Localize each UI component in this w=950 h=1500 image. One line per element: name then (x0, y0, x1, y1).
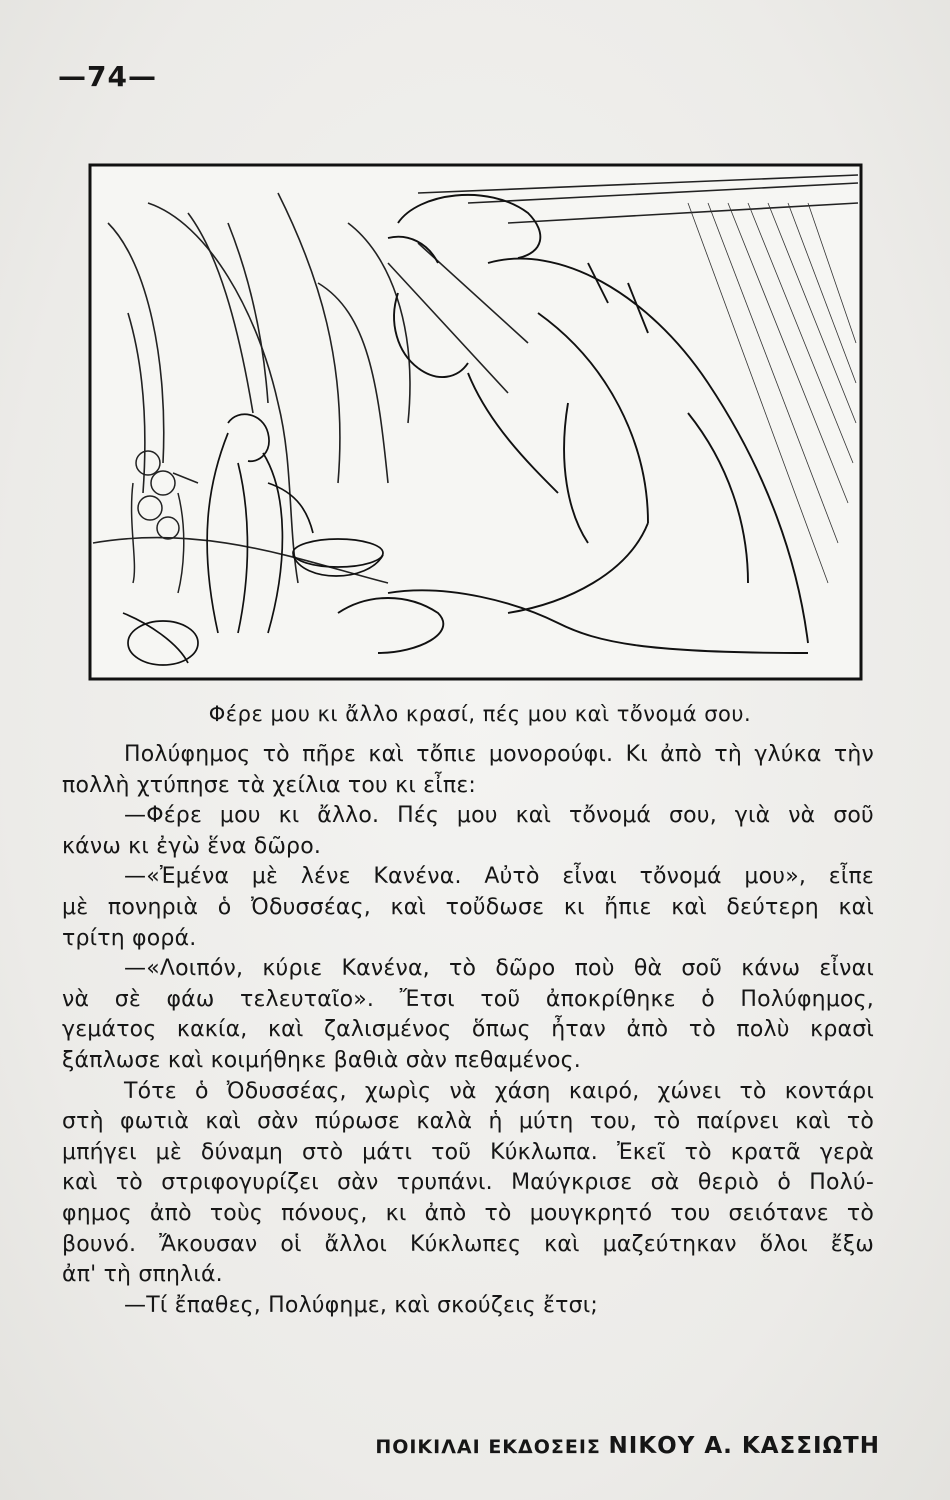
text-line: τρίτη φορά. (62, 925, 197, 951)
text-line: Πολύφημος τὸ πῆρε καὶ τὄπιε μονορούφι. Κι ἀπὸ τὴ γλύκα τὴν (124, 742, 874, 767)
text-line: γεμάτος κακία, καὶ ζαλισμένος ὅπως ἦταν ἀπὸ τὸ πολὺ κρασὶ (62, 1017, 874, 1043)
text-line: καὶ τὸ στριφογυρίζει σὰν τρυπάνι. Μαύγκρισε σὰ θεριὸ ὁ Πολύ- (62, 1170, 874, 1196)
text-line: μὲ πονηριὰ ὁ Ὀδυσσέας, καὶ τοὔδωσε κι ἤπιε καὶ δεύτερη καὶ (62, 894, 874, 920)
illustration-caption: Φέρε μου κι ἄλλο κρασί, πές μου καὶ τὄνομά σου. (208, 702, 752, 726)
illustration-polyphemus (88, 163, 863, 681)
text-line: —Τί ἔπαθες, Πολύφημε, καὶ σκούζεις ἔτσι; (124, 1292, 598, 1318)
text-line: Τότε ὁ Ὀδυσσέας, χωρὶς νὰ χάση καιρό, χώνει τὸ κοντάρι (124, 1078, 874, 1104)
text-line: —«Ἐμένα μὲ λένε Κανένα. Αὐτὸ εἶναι τὄνομά μου», εἶπε (124, 864, 874, 890)
publisher-footer (300, 1433, 880, 1459)
text-line: —«Λοιπόν, κύριε Κανένα, τὸ δῶρο ποὺ θὰ σοῦ κάνω εἶναι (124, 956, 874, 982)
text-line: φημος ἀπὸ τοὺς πόνους, κι ἀπὸ τὸ μουγκρητό του σειότανε τὸ (62, 1200, 874, 1226)
footer-publisher-name: ΝΙΚΟΥ Α. ΚΑΣΣΙΩΤΗ (608, 1433, 880, 1459)
text-line: στὴ φωτιὰ καὶ σὰν πύρωσε καλὰ ἡ μύτη του, τὸ παίρνει καὶ τὸ (62, 1109, 874, 1135)
text-line: ἀπ' τὴ σπηλιά. (62, 1262, 223, 1288)
text-line: βουνό. Ἄκουσαν οἱ ἄλλοι Κύκλωπες καὶ μαζεύτηκαν ὅλοι ἔξω (62, 1231, 874, 1257)
text-line: νὰ σὲ φάω τελευταῖο». Ἔτσι τοῦ ἀποκρίθηκε ὁ Πολύφημος, (62, 986, 874, 1012)
text-line: κάνω κι ἐγὼ ἕνα δῶρο. (62, 833, 322, 859)
page-number: —74— (58, 60, 157, 93)
footer-publisher-series: ΠΟΙΚΙΛΑΙ ΕΚΔΟΣΕΙΣ (375, 1436, 601, 1458)
text-line: πολλὴ χτύπησε τὰ χείλια του κι εἶπε: (62, 772, 477, 798)
text-line: ξάπλωσε καὶ κοιμήθηκε βαθιὰ σὰν πεθαμένος. (62, 1047, 581, 1073)
text-line: —Φέρε μου κι ἄλλο. Πές μου καὶ τὄνομά σου, γιὰ νὰ σοῦ (124, 803, 874, 829)
text-line: μπήγει μὲ δύναμη στὸ μάτι τοῦ Κύκλωπα. Ἐκεῖ τὸ κρατᾶ γερὰ (62, 1139, 874, 1165)
body-text (62, 740, 874, 1321)
